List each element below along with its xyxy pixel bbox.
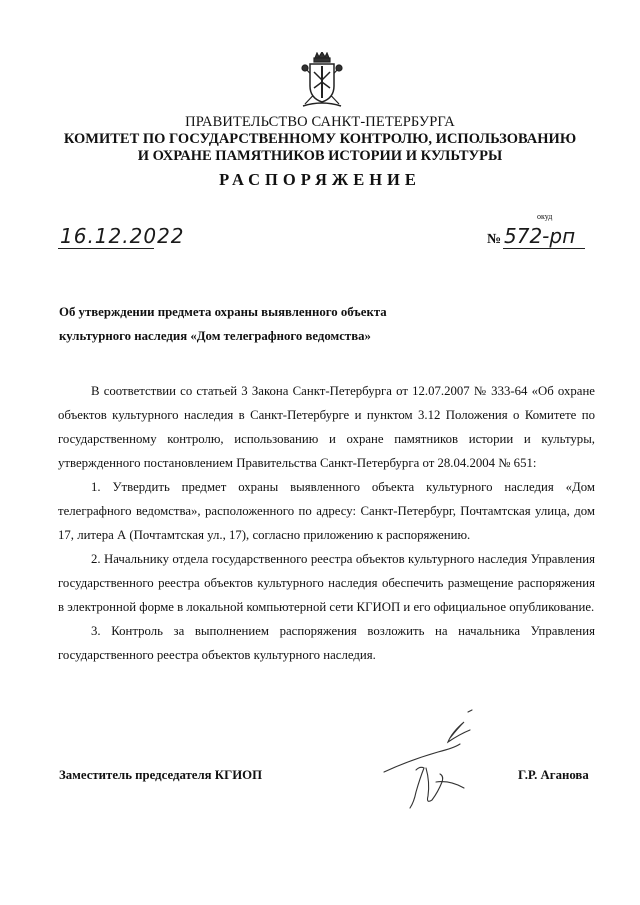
preamble-paragraph: В соответствии со статьей 3 Закона Санкт-Петербурга от 12.07.2007 № 333-64 «Об охране объектов культурного наследия в Санкт-Петербурге и пунктом 3.12 Положения о Комитете по государственному контролю, использованию и охране памятников истории и культуры, утвержденного постановлением Правительства Санкт-Петербурга от 28.04.2004 № 651: [58,384,595,470]
signatory-title: Заместитель председателя КГИОП [59,768,263,782]
number-sign: № [487,232,502,247]
signatory-name: Г.Р. Аганова [518,768,589,782]
subject-line-1: Об утверждении предмета охраны выявленного объекта [59,305,387,319]
item-2-paragraph: 2. Начальнику отдела государственного реестра объектов культурного наследия Управления государственного реестра объектов культурного наследия обеспечить размещение распоряжения в электронной форме в локальной компьютерной сети КГИОП и его официальное опубликование. [58,552,595,614]
document-number: 572-рп [504,224,576,248]
coat-of-arms-icon [299,52,345,110]
government-title: ПРАВИТЕЛЬСТВО САНКТ-ПЕТЕРБУРГА [185,114,455,130]
committee-title-line-1: КОМИТЕТ ПО ГОСУДАРСТВЕННОМУ КОНТРОЛЮ, ИСПОЛЬЗОВАНИЮ [63,131,577,147]
document-date: 16.12.2022 [60,224,185,248]
signature-mark [380,708,490,813]
subject-line-2: культурного наследия «Дом телеграфного ведомства» [59,329,371,343]
committee-title-line-2: И ОХРАНЕ ПАМЯТНИКОВ ИСТОРИИ И КУЛЬТУРЫ [137,147,503,164]
item-3-paragraph: 3. Контроль за выполнением распоряжения возложить на начальника Управления государственного реестра объектов культурного наследия. [58,624,595,662]
okud-label: окуд [537,212,553,221]
document-type: РАСПОРЯЖЕНИЕ [219,170,421,189]
item-1-paragraph: 1. Утвердить предмет охраны выявленного объекта культурного наследия «Дом телеграфного ведомства», расположенного по адресу: Санкт-Петербург, Почтамтская улица, дом 17, литера А (Почтамтская ул., 17), согласно приложению к распоряжению. [58,480,595,542]
number-underline [503,248,585,249]
committee-title [0,131,640,164]
document-subject [59,300,419,348]
document-body [58,379,595,667]
date-underline [58,248,154,249]
